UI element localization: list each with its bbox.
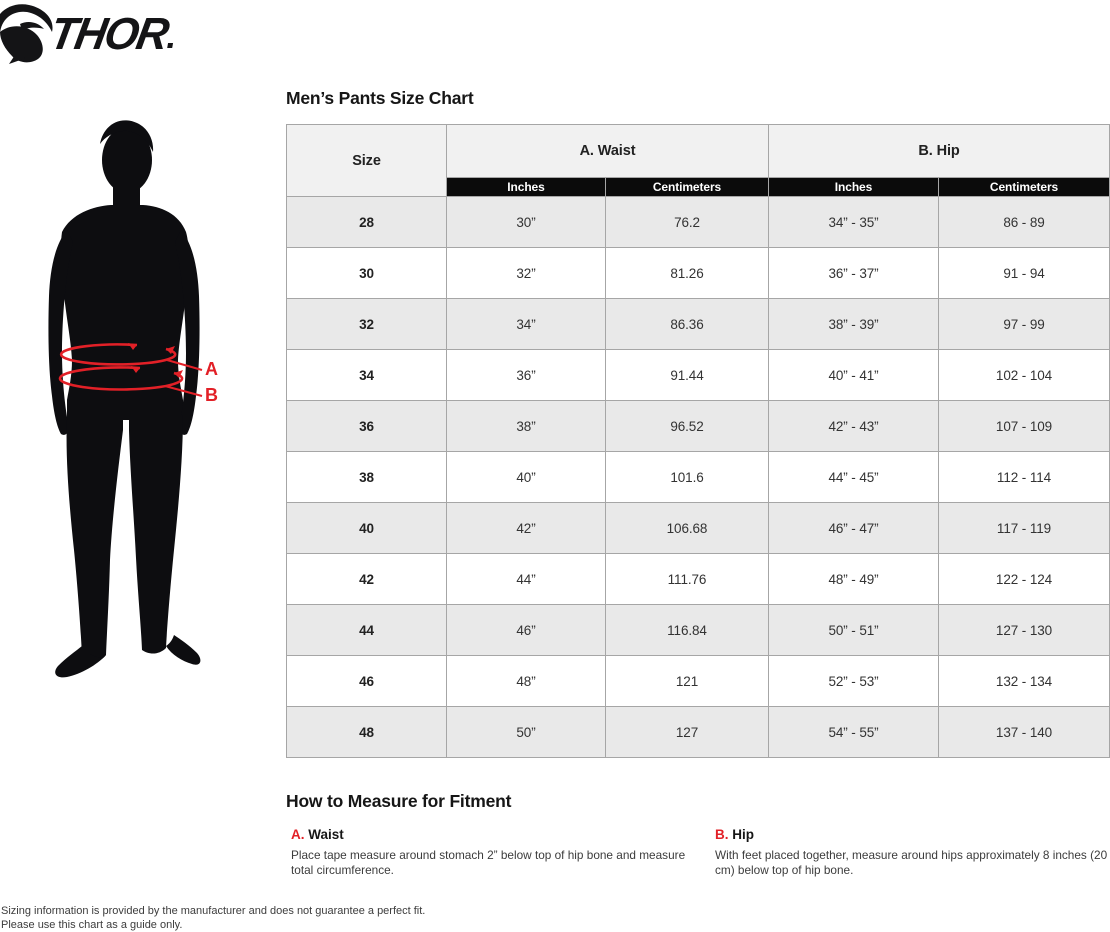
figure-label-b: B <box>205 385 218 405</box>
cell-waist-centimeters: 81.26 <box>606 248 769 299</box>
cell-hip-inches: 52” - 53” <box>769 656 939 707</box>
measure-waist-block <box>291 827 715 878</box>
cell-hip-inches: 50” - 51” <box>769 605 939 656</box>
col-header-hip-inches: Inches <box>769 178 939 197</box>
table-row <box>287 197 1110 248</box>
cell-hip-centimeters: 102 - 104 <box>939 350 1110 401</box>
cell-waist-centimeters: 116.84 <box>606 605 769 656</box>
cell-hip-centimeters: 86 - 89 <box>939 197 1110 248</box>
cell-waist-centimeters: 96.52 <box>606 401 769 452</box>
col-header-hip-centimeters: Centimeters <box>939 178 1110 197</box>
measure-instructions <box>291 827 1109 878</box>
cell-size: 46 <box>287 656 447 707</box>
measure-hip-prefix: B. <box>715 827 729 842</box>
table-row <box>287 605 1110 656</box>
table-row <box>287 503 1110 554</box>
table-row <box>287 707 1110 758</box>
measure-hip-title: Hip <box>732 827 755 842</box>
cell-waist-inches: 44” <box>447 554 606 605</box>
measure-hip-description: With feet placed together, measure around hips approximately 8 inches (20 cm) below top of hip bone. <box>715 848 1108 877</box>
col-header-waist-group: A. Waist <box>447 125 769 178</box>
table-row <box>287 452 1110 503</box>
cell-hip-inches: 54” - 55” <box>769 707 939 758</box>
table-row <box>287 350 1110 401</box>
cell-size: 48 <box>287 707 447 758</box>
disclaimer-line-2: Please use this chart as a guide only. <box>1 919 183 931</box>
measure-hip-label <box>715 827 1109 842</box>
logo-trademark-dot <box>167 43 173 48</box>
cell-waist-inches: 40” <box>447 452 606 503</box>
cell-hip-inches: 36” - 37” <box>769 248 939 299</box>
cell-hip-centimeters: 112 - 114 <box>939 452 1110 503</box>
cell-size: 40 <box>287 503 447 554</box>
col-header-size: Size <box>287 125 447 197</box>
cell-waist-inches: 38” <box>447 401 606 452</box>
cell-hip-inches: 34” - 35” <box>769 197 939 248</box>
cell-hip-inches: 46” - 47” <box>769 503 939 554</box>
header-row-groups <box>287 125 1110 178</box>
cell-waist-centimeters: 127 <box>606 707 769 758</box>
measure-hip-block <box>715 827 1109 878</box>
cell-hip-centimeters: 137 - 140 <box>939 707 1110 758</box>
cell-hip-inches: 44” - 45” <box>769 452 939 503</box>
cell-size: 44 <box>287 605 447 656</box>
figure-label-a: A <box>205 359 218 379</box>
cell-waist-inches: 36” <box>447 350 606 401</box>
table-row <box>287 656 1110 707</box>
cell-hip-centimeters: 117 - 119 <box>939 503 1110 554</box>
measure-waist-label <box>291 827 691 842</box>
cell-hip-inches: 48” - 49” <box>769 554 939 605</box>
cell-size: 28 <box>287 197 447 248</box>
cell-waist-centimeters: 106.68 <box>606 503 769 554</box>
how-to-measure-heading: How to Measure for Fitment <box>286 791 512 811</box>
cell-size: 38 <box>287 452 447 503</box>
cell-waist-inches: 50” <box>447 707 606 758</box>
table-row <box>287 401 1110 452</box>
size-chart-table <box>286 124 1110 758</box>
cell-waist-centimeters: 101.6 <box>606 452 769 503</box>
cell-size: 42 <box>287 554 447 605</box>
logo-text: THOR <box>46 8 175 59</box>
cell-waist-centimeters: 111.76 <box>606 554 769 605</box>
cell-size: 36 <box>287 401 447 452</box>
page-title: Men’s Pants Size Chart <box>286 88 474 108</box>
cell-waist-inches: 32” <box>447 248 606 299</box>
col-header-hip-group: B. Hip <box>769 125 1110 178</box>
cell-hip-centimeters: 132 - 134 <box>939 656 1110 707</box>
cell-hip-centimeters: 91 - 94 <box>939 248 1110 299</box>
sizing-disclaimer <box>1 904 425 932</box>
col-header-waist-inches: Inches <box>447 178 606 197</box>
cell-waist-inches: 34” <box>447 299 606 350</box>
cell-waist-centimeters: 86.36 <box>606 299 769 350</box>
table-row <box>287 554 1110 605</box>
cell-size: 34 <box>287 350 447 401</box>
cell-waist-inches: 42” <box>447 503 606 554</box>
cell-waist-centimeters: 76.2 <box>606 197 769 248</box>
cell-hip-inches: 40” - 41” <box>769 350 939 401</box>
cell-hip-inches: 42” - 43” <box>769 401 939 452</box>
cell-hip-centimeters: 127 - 130 <box>939 605 1110 656</box>
cell-waist-inches: 30” <box>447 197 606 248</box>
cell-size: 30 <box>287 248 447 299</box>
measure-waist-prefix: A. <box>291 827 305 842</box>
cell-waist-inches: 48” <box>447 656 606 707</box>
thor-wordmark <box>46 8 179 59</box>
measure-waist-title: Waist <box>308 827 344 842</box>
cell-size: 32 <box>287 299 447 350</box>
measure-waist-description: Place tape measure around stomach 2” below top of hip bone and measure total circumference. <box>291 848 686 877</box>
cell-waist-centimeters: 91.44 <box>606 350 769 401</box>
cell-hip-centimeters: 122 - 124 <box>939 554 1110 605</box>
cell-waist-inches: 46” <box>447 605 606 656</box>
man-silhouette <box>48 120 200 677</box>
brand-logo <box>0 2 180 64</box>
cell-hip-inches: 38” - 39” <box>769 299 939 350</box>
table-row <box>287 248 1110 299</box>
cell-hip-centimeters: 107 - 109 <box>939 401 1110 452</box>
cell-hip-centimeters: 97 - 99 <box>939 299 1110 350</box>
thor-goat-icon <box>0 2 180 64</box>
table-row <box>287 299 1110 350</box>
cell-waist-centimeters: 121 <box>606 656 769 707</box>
measurement-figure <box>45 118 230 693</box>
disclaimer-line-1: Sizing information is provided by the manufacturer and does not guarantee a perfect fit. <box>1 905 426 917</box>
col-header-waist-centimeters: Centimeters <box>606 178 769 197</box>
